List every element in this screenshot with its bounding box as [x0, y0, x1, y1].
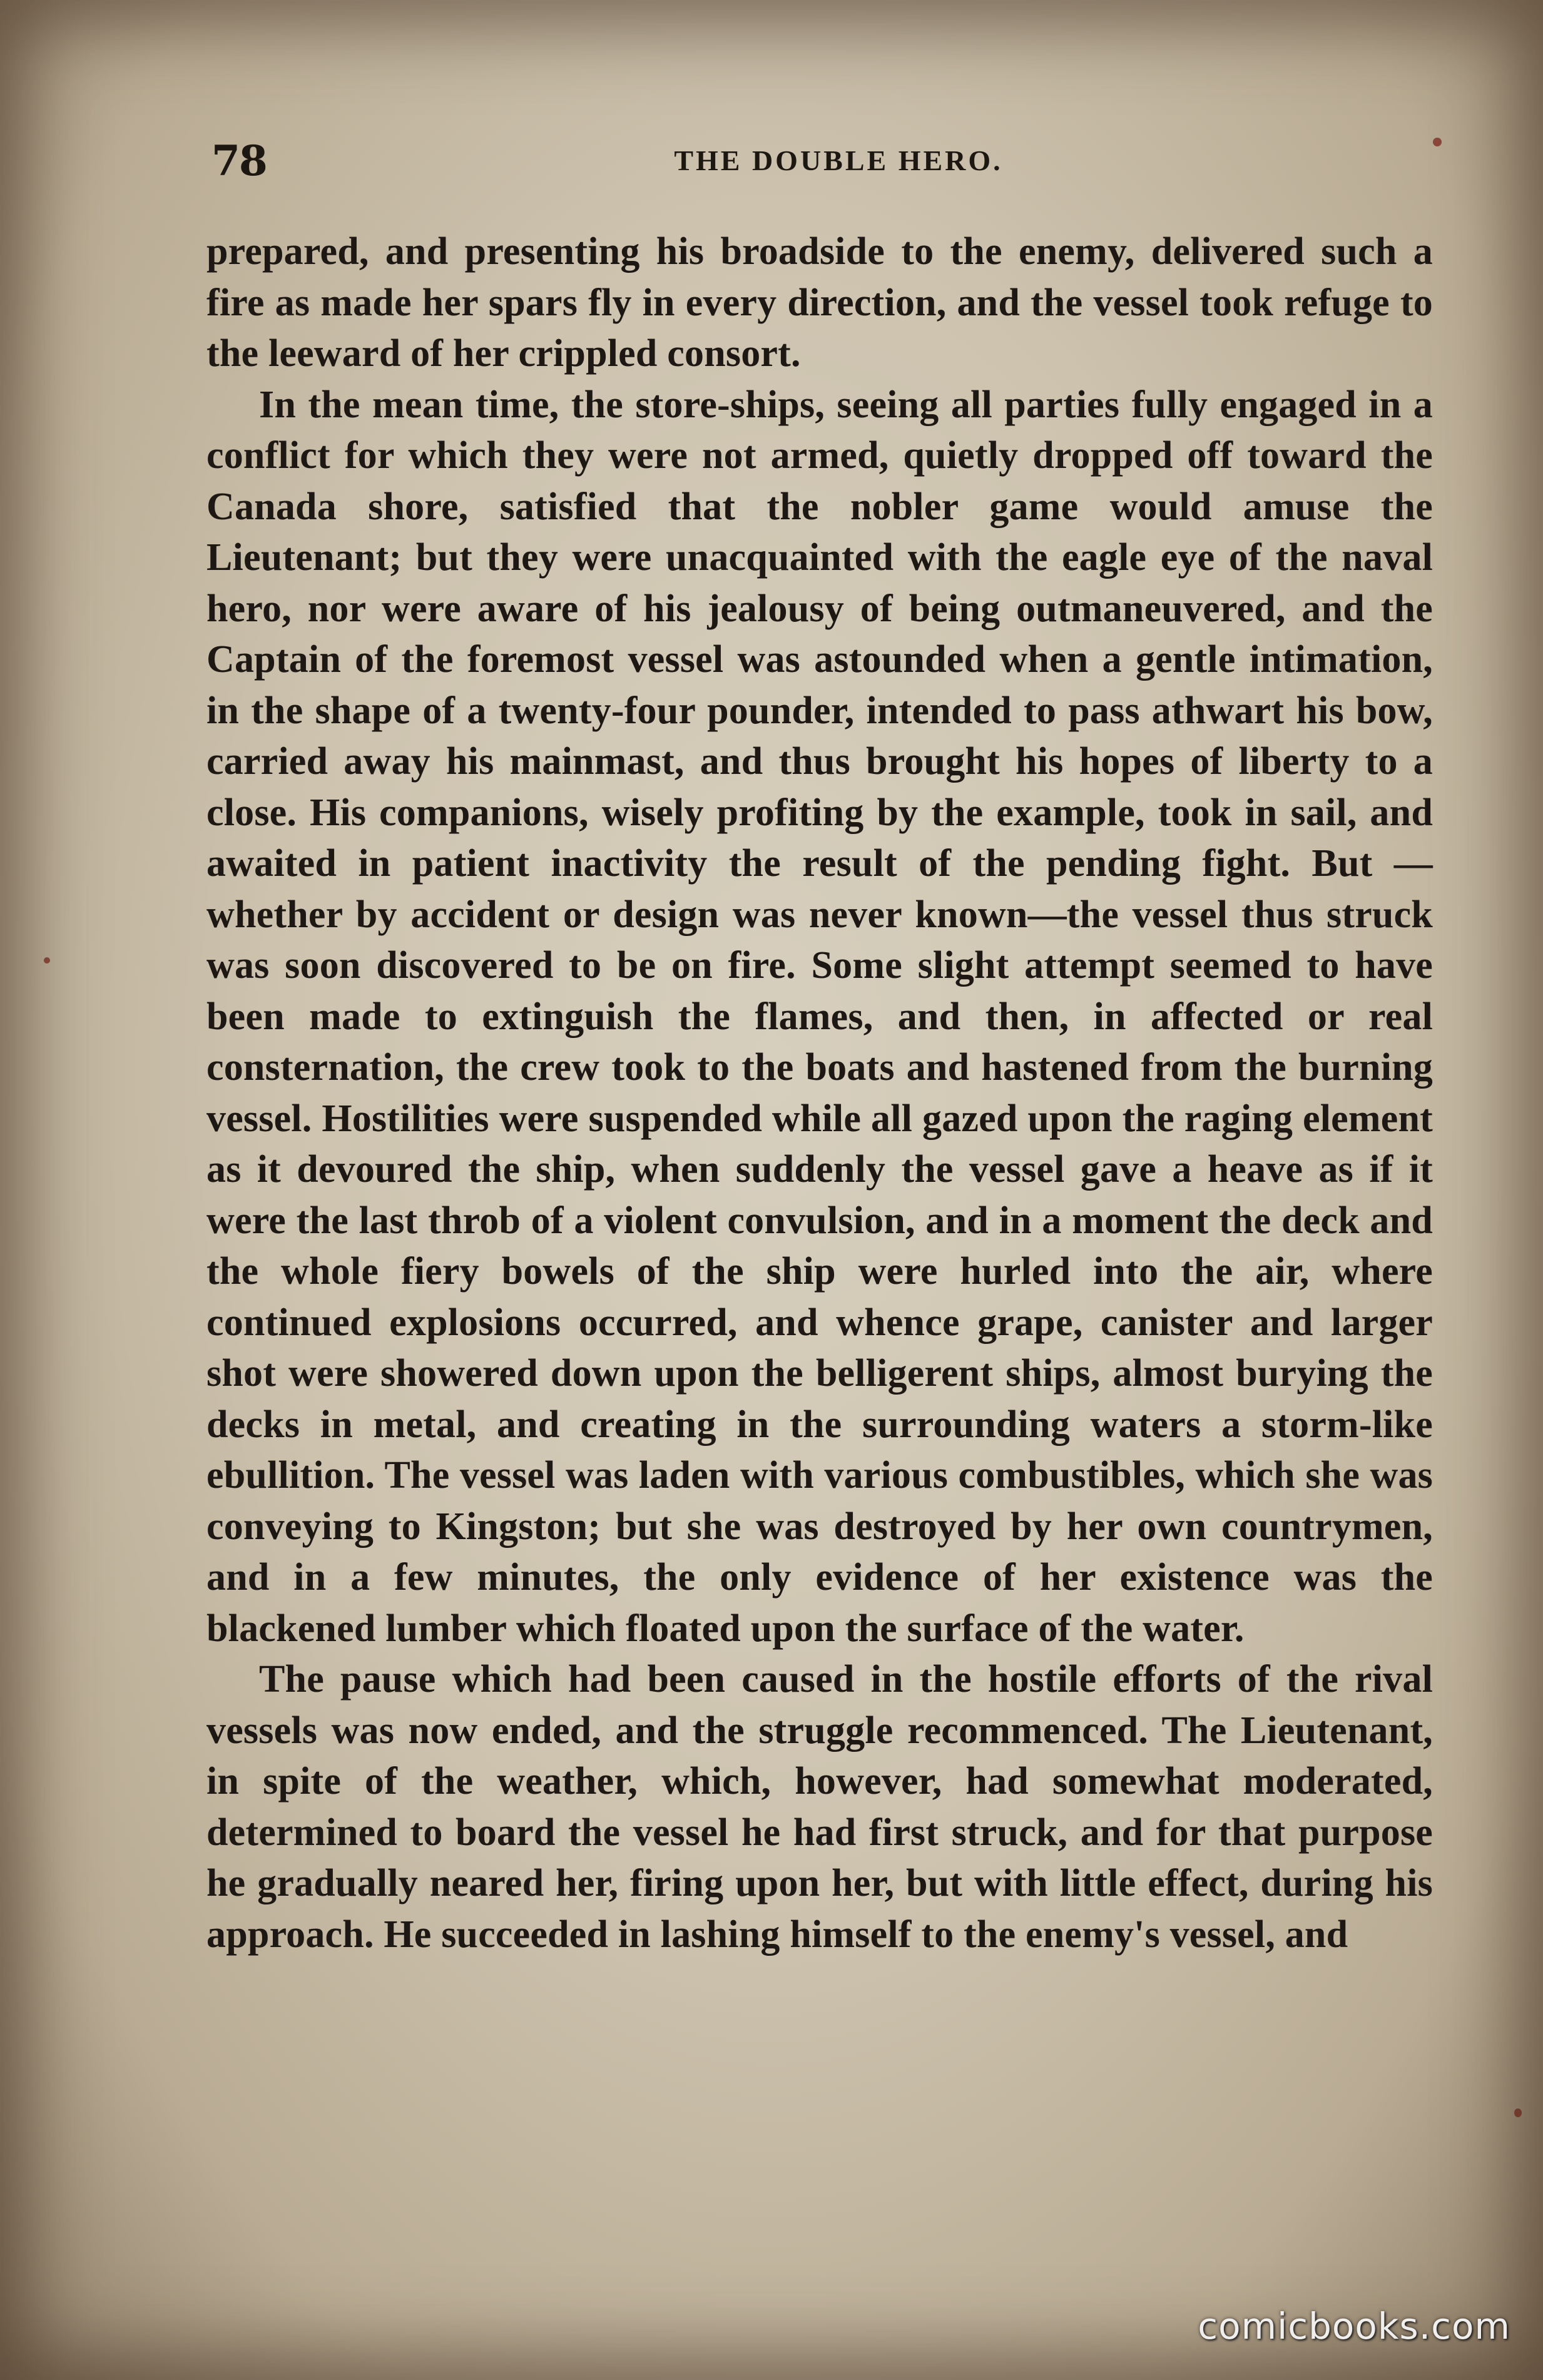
paper-speck — [44, 957, 50, 964]
paper-speck — [1433, 138, 1442, 146]
paragraph-2: In the mean time, the store-ships, seeing all parties fully engaged in a conflict for which they were not armed, quietly dropped off toward the Canada shore, satisfied that the nobler game would amuse the Lieutenant; but they were unacquainted with the eagle eye of the naval hero, nor were aware of his jealousy of being outmaneuvered, and the Captain of the foremost vessel was astounded when a gentle intimation, in the shape of a twenty-four pounder, intended to pass athwart his bow, carried away his mainmast, and thus brought his hopes of liberty to a close. His companions, wisely profiting by the example, took in sail, and awaited in patient inactivity the result of the pending fight. But —whether by accident or design was never known—the vessel thus struck was soon discovered to be on fire. Some slight attempt seemed to have been made to extinguish the flames, and then, in affected or real consternation, the crew took to the boats and hastened from the burning vessel. Hostilities were suspended while all gazed upon the raging element as it devoured the ship, when suddenly the vessel gave a heave as if it were the last throb of a violent convulsion, and in a moment the deck and the whole fiery bowels of the ship were hurled into the air, where continued explosions occurred, and whence grape, canister and larger shot were showered down upon the belligerent ships, almost burying the decks in metal, and creating in the surrounding waters a storm-like ebullition. The vessel was laden with various combustibles, which she was conveying to Kingston; but she was destroyed by her own countrymen, and in a few minutes, the only evidence of her existence was the blackened lumber which floated upon the surface of the water. — [206, 383, 1433, 1650]
paragraph-1: prepared, and presenting his broadside to the enemy, delivered such a fire as made her spars fly in every direction, and the vessel took refuge to the leeward of her crippled consort. — [206, 230, 1433, 375]
watermark: comicbooks.com — [1198, 2305, 1510, 2347]
paper-speck — [1514, 2108, 1522, 2117]
paragraph-3: The pause which had been caused in the hostile efforts of the rival vessels was now ended, and the struggle recommenced. The Lieutenant, in spite of the weather, which, however, had somewhat moderated, determined to board the vessel he had first struck, and for that purpose he gradually neared her, firing upon her, but with little effect, during his approach. He succeeded in lashing himself to the enemy's vessel, and — [206, 1658, 1433, 1956]
body-text — [206, 226, 1433, 1960]
page-number: 78 — [211, 136, 267, 185]
page-header — [206, 125, 1433, 188]
book-page — [206, 125, 1433, 2252]
running-head: THE DOUBLE HERO. — [674, 145, 1003, 176]
